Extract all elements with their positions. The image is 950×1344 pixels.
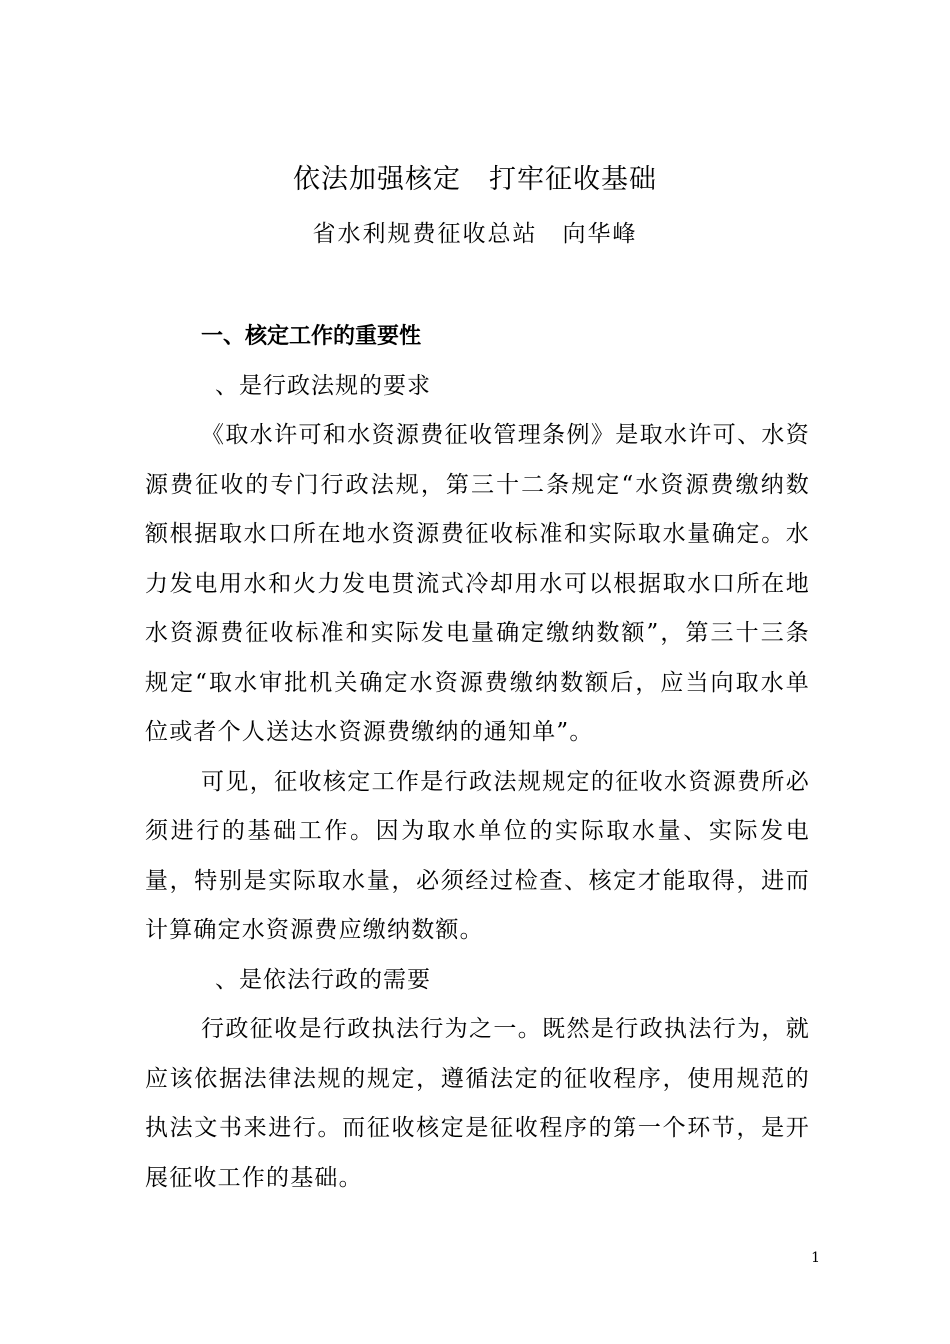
document-author: 省水利规费征收总站 向华峰 — [312, 221, 638, 247]
document-title: 依法加强核定 打牢征收基础 — [293, 164, 657, 195]
document-body — [145, 312, 810, 1203]
section-heading-importance: 一、核定工作的重要性 — [201, 324, 422, 349]
paragraph-regulation-articles: 《取水许可和水资源费征收管理条例》是取水许可、水资源费征收的专门行政法规，第三十二条规定“水资源费缴纳数额根据取水口所在地水资源费征收标准和实际取水量确定。水力发电用水和火力发电贯流式冷却用水可以根据取水口所在地水资源费征收标准和实际发电量确定缴纳数额”，第三十三条规定“取水审批机关确定水资源费缴纳数额后，应当向取水单位或者个人送达水资源费缴纳的通知单”。 — [145, 422, 810, 745]
sub-heading-regulation: 、是行政法规的要求 — [215, 372, 431, 399]
page-number: 1 — [811, 1250, 820, 1266]
paragraph-verification-basis: 可见，征收核定工作是行政法规规定的征收水资源费所必须进行的基础工作。因为取水单位的实际取水量、实际发电量，特别是实际取水量，必须经过检查、核定才能取得，进而计算确定水资源费应缴纳数额。 — [145, 768, 810, 943]
paragraph-administrative-collection: 行政征收是行政执法行为之一。既然是行政执法行为，就应该依据法律法规的规定，遵循法定的征收程序，使用规范的执法文书来进行。而征收核定是征收程序的第一个环节，是开展征收工作的基础。 — [145, 1016, 810, 1191]
sub-heading-lawful-administration: 、是依法行政的需要 — [215, 966, 431, 993]
